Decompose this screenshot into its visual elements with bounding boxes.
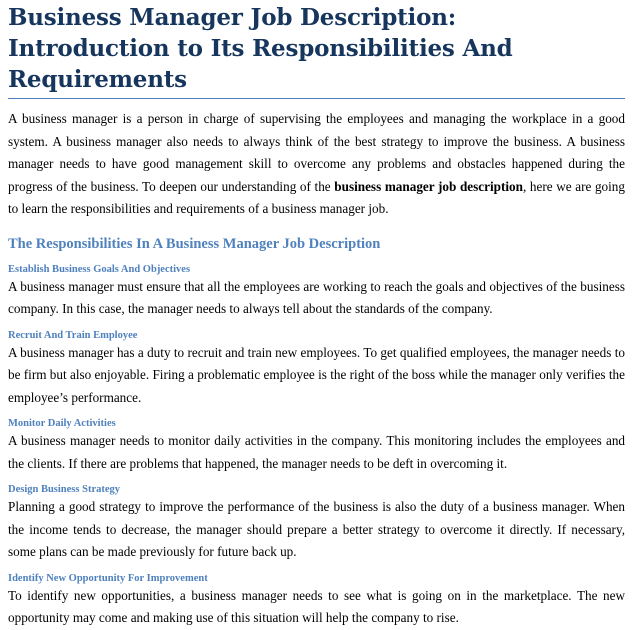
section-heading: Design Business Strategy	[8, 484, 121, 495]
section-recruit	[8, 329, 625, 410]
intro-keyword: business manager job description	[334, 178, 523, 194]
intro-text-start: A business manager is a person in charge of supervising the employees and managing the workplace in a good system. A business manager also needs to always think of the best strategy to improve the business. A business manager needs to have good management skill to overcome any problems and obstacles happened during the progress of the business. To deepen our understanding of the	[8, 111, 625, 194]
section-text: A business manager must ensure that all the employees are working to reach the goals and objectives of the business company. In this case, the manager needs to always tell about the standards of the company.	[8, 278, 625, 316]
intro-text-end: , here we are going to learn the responsibilities and requirements of a business manager job.	[8, 178, 625, 216]
section-text: A business manager needs to monitor daily activities in the company. This monitoring includes the employees and the clients. If there are problems that happened, the manager needs to be deft in overcoming it.	[8, 433, 625, 471]
section-heading: Recruit And Train Employee	[8, 329, 138, 341]
intro-paragraph	[8, 108, 625, 221]
title-rest: : Introduction to Its Responsibilities And Requirements	[8, 4, 513, 93]
responsibilities-heading: The Responsibilities In A Business Manager Job Description	[8, 235, 381, 252]
section-heading: Monitor Daily Activities	[8, 418, 116, 429]
section-heading: Establish Business Goals And Objectives	[8, 263, 191, 275]
document-page	[8, 0, 625, 630]
page-title	[8, 2, 625, 99]
section-strategy	[8, 483, 625, 564]
section-heading: Identify New Opportunity For Improvement	[8, 572, 208, 584]
section-opportunity	[8, 572, 625, 630]
section-text: Planning a good strategy to improve the performance of the business is also the duty of a business manager. When the income tends to decrease, the manager should prepare a better strategy to overcome it directly. If necessary, some plans can be made previously for future back up.	[8, 499, 625, 559]
section-text: To identify new opportunities, a business manager needs to see what is going on in the marketplace. The new opportunity may come and making use of this situation will help the company to rise.	[8, 587, 625, 625]
section-goals	[8, 263, 625, 321]
section-text: A business manager has a duty to recruit and train new employees. To get qualified employees, the manager needs to be firm but also enjoyable. Firing a problematic employee is the right of the boss while the manager only verifies the employee’s performance.	[8, 344, 625, 405]
section-monitor	[8, 417, 625, 475]
title-bold-part: Business Manager Job Description	[8, 4, 448, 31]
